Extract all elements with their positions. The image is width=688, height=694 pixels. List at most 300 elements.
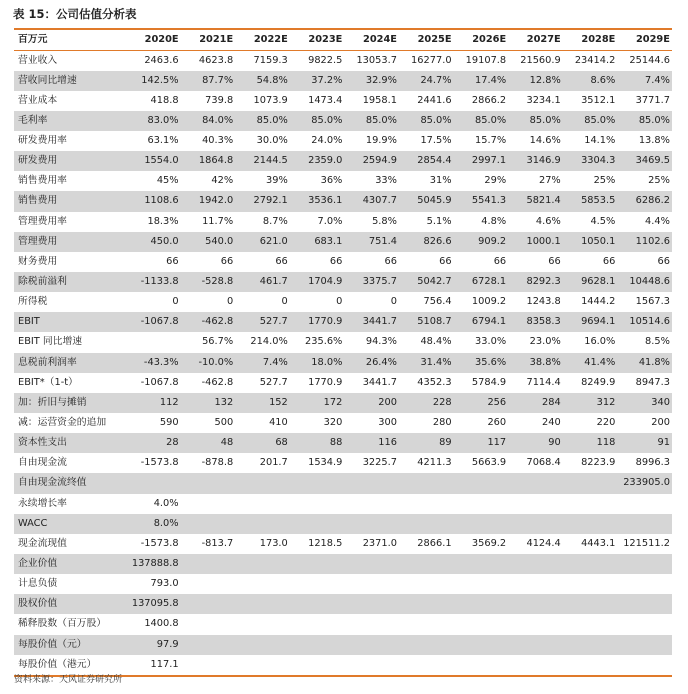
value-cell: 2866.1 [417, 537, 452, 549]
value-cell: 66 [548, 255, 561, 267]
value-cell: -528.8 [201, 276, 234, 288]
table-row [14, 71, 672, 91]
value-cell: 18.3% [147, 215, 179, 227]
value-cell [290, 494, 345, 514]
value-cell: 1770.9 [308, 376, 343, 388]
value-cell: 28 [166, 437, 179, 449]
value-cell: 751.4 [368, 235, 397, 247]
value-cell: 16.0% [584, 336, 616, 348]
value-cell: -1067.8 [140, 316, 179, 328]
value-cell: 15.7% [475, 135, 507, 147]
table-row [14, 232, 672, 252]
header-unit: 百万元 [18, 34, 48, 45]
value-cell: 90 [548, 437, 561, 449]
value-cell: 2144.5 [253, 155, 288, 167]
value-cell: 29% [484, 175, 507, 187]
value-cell: 12.8% [529, 74, 561, 86]
value-cell: 85.0% [420, 114, 452, 126]
value-cell: 756.4 [423, 296, 452, 308]
value-cell [563, 594, 618, 614]
value-cell: 132 [214, 396, 234, 408]
header-year: 2028E [581, 34, 616, 45]
value-cell [235, 655, 290, 675]
value-cell: -1133.8 [140, 276, 179, 288]
value-cell [399, 494, 454, 514]
value-cell [235, 473, 290, 493]
value-cell: 5853.5 [581, 195, 616, 207]
value-cell [181, 574, 236, 594]
value-cell: 56.7% [202, 336, 234, 348]
value-cell: 7.4% [262, 356, 288, 368]
row-label: 财务费用 [18, 255, 58, 267]
value-cell: 200 [651, 417, 670, 429]
value-cell: 41.8% [638, 356, 670, 368]
value-cell: 1243.8 [526, 296, 561, 308]
value-cell: 8996.3 [635, 457, 670, 469]
value-cell: 3569.2 [471, 537, 507, 549]
table-title: 表 15：公司估值分析表 [13, 7, 137, 21]
value-cell: 312 [596, 396, 616, 408]
value-cell: -1573.8 [140, 537, 179, 549]
value-cell: 8.0% [153, 517, 179, 529]
value-cell: 8.5% [645, 336, 670, 348]
value-cell: 85.0% [638, 114, 670, 126]
value-cell: 97.9 [156, 638, 179, 650]
value-cell [399, 554, 454, 574]
value-cell: 87.7% [202, 74, 234, 86]
value-cell: 8223.9 [581, 457, 616, 469]
value-cell [290, 614, 345, 634]
value-cell: -1573.8 [140, 457, 179, 469]
value-cell: 683.1 [314, 235, 343, 247]
value-cell: 8947.3 [635, 376, 670, 388]
value-cell: 4.0% [153, 497, 179, 509]
value-cell: 25144.6 [629, 54, 670, 66]
table-row [14, 534, 672, 554]
value-cell: 33.0% [475, 336, 507, 348]
value-cell: 42% [211, 175, 234, 187]
row-label: 除税前溢利 [18, 276, 67, 288]
value-cell [290, 574, 345, 594]
value-cell [454, 655, 509, 675]
value-cell: 66 [329, 255, 343, 267]
value-cell: 31.4% [420, 356, 452, 368]
value-cell: 340 [651, 396, 670, 408]
value-cell [617, 655, 672, 675]
table-row [14, 292, 672, 312]
value-cell [454, 554, 509, 574]
value-cell: 14.6% [529, 135, 561, 147]
header-year: 2027E [526, 34, 561, 45]
value-cell: 590 [159, 417, 179, 429]
value-cell: 3771.7 [635, 94, 670, 106]
value-cell: 500 [214, 417, 234, 429]
table-row [14, 252, 672, 272]
table-row [14, 473, 672, 493]
table-row [14, 272, 672, 292]
value-cell: 240 [542, 417, 561, 429]
row-label: 自由现金流 [18, 457, 67, 469]
row-label: 营收同比增速 [18, 74, 77, 86]
table-row [14, 574, 672, 594]
value-cell: 3225.7 [362, 457, 397, 469]
table-row [14, 312, 672, 332]
row-label: 营业成本 [18, 94, 58, 106]
value-cell [290, 473, 345, 493]
value-cell: 35.6% [475, 356, 507, 368]
value-cell [617, 554, 672, 574]
value-cell: 793.0 [150, 578, 179, 590]
value-cell [344, 594, 399, 614]
value-cell: -462.8 [201, 316, 234, 328]
value-cell: 66 [602, 255, 616, 267]
value-cell [508, 635, 563, 655]
row-label: EBIT 同比增速 [18, 336, 83, 348]
value-cell: 9822.5 [308, 54, 343, 66]
value-cell: -10.0% [198, 356, 234, 368]
value-cell: 91 [657, 437, 670, 449]
row-label: 稀释股数（百万股） [18, 618, 107, 630]
value-cell: 40.3% [202, 135, 234, 147]
value-cell: 66 [275, 255, 288, 267]
row-label: 企业价值 [18, 558, 58, 570]
value-cell: 39% [266, 175, 288, 187]
value-cell: 16277.0 [411, 54, 452, 66]
row-label: 管理费用 [18, 235, 58, 247]
value-cell: 5042.7 [417, 276, 452, 288]
value-cell: 450.0 [150, 235, 179, 247]
value-cell: 3375.7 [362, 276, 397, 288]
value-cell [454, 635, 509, 655]
table-header-row [14, 30, 672, 51]
table-row [14, 554, 672, 574]
value-cell: 540.0 [205, 235, 234, 247]
value-cell: 4.6% [535, 215, 561, 227]
value-cell: 7114.4 [526, 376, 561, 388]
value-cell: 27% [538, 175, 561, 187]
value-cell [235, 574, 290, 594]
value-cell: 66 [657, 255, 670, 267]
value-cell [617, 594, 672, 614]
row-label: 管理费用率 [18, 215, 67, 227]
value-cell: 10448.6 [629, 276, 670, 288]
value-cell: 1770.9 [308, 316, 343, 328]
value-cell: 94.3% [365, 336, 397, 348]
table-row [14, 353, 672, 373]
value-cell [399, 655, 454, 675]
value-cell: 41.4% [584, 356, 616, 368]
value-cell: 1704.9 [308, 276, 343, 288]
value-cell: 6794.1 [471, 316, 507, 328]
value-cell [344, 655, 399, 675]
row-label: 息税前利润率 [18, 356, 77, 368]
value-cell [290, 655, 345, 675]
header-year: 2029E [635, 34, 670, 45]
value-cell [399, 514, 454, 534]
table-row [14, 594, 672, 614]
value-cell: 7.0% [317, 215, 343, 227]
value-cell [344, 635, 399, 655]
value-cell: 23414.2 [574, 54, 616, 66]
value-cell: 66 [220, 255, 234, 267]
value-cell [399, 473, 454, 493]
value-cell: 1108.6 [144, 195, 179, 207]
row-label: EBIT*（1-t） [18, 376, 78, 388]
value-cell: 5108.7 [417, 316, 452, 328]
value-cell: -43.3% [143, 356, 179, 368]
value-cell: 2594.9 [362, 155, 397, 167]
value-cell: 30.0% [256, 135, 288, 147]
value-cell: 1567.3 [635, 296, 670, 308]
table-row [14, 171, 672, 191]
value-cell [399, 574, 454, 594]
value-cell: 1073.9 [253, 94, 288, 106]
value-cell: 5.8% [372, 215, 397, 227]
value-cell: 527.7 [259, 316, 288, 328]
row-label: 研发费用 [18, 155, 58, 167]
row-label: 永续增长率 [18, 497, 67, 509]
value-cell: 172 [323, 396, 343, 408]
value-cell [181, 554, 236, 574]
value-cell: 118 [596, 437, 616, 449]
value-cell: 2359.0 [308, 155, 343, 167]
value-cell: 1009.2 [471, 296, 507, 308]
value-cell [508, 494, 563, 514]
value-cell [181, 473, 236, 493]
row-label: 自由现金流终值 [18, 477, 87, 489]
row-label: 每股价值（元） [18, 638, 87, 650]
value-cell: 1534.9 [308, 457, 343, 469]
value-cell: 31% [429, 175, 452, 187]
value-cell: 84.0% [202, 114, 234, 126]
value-cell [399, 635, 454, 655]
valuation-table [14, 28, 672, 677]
value-cell: 214.0% [250, 336, 288, 348]
value-cell: 4352.3 [417, 376, 452, 388]
value-cell: 24.0% [311, 135, 343, 147]
value-cell: 8292.3 [526, 276, 561, 288]
row-label: 营业收入 [18, 54, 58, 66]
value-cell: -878.8 [201, 457, 234, 469]
value-cell [344, 614, 399, 634]
value-cell: 1864.8 [198, 155, 234, 167]
value-cell [617, 614, 672, 634]
value-cell: 4124.4 [526, 537, 561, 549]
table-row [14, 453, 672, 473]
value-cell [563, 473, 618, 493]
value-cell: 260 [487, 417, 507, 429]
value-cell: 0 [226, 296, 234, 308]
row-label: EBIT [18, 316, 40, 328]
value-cell: 8358.3 [526, 316, 561, 328]
table-row [14, 111, 672, 131]
value-cell [563, 614, 618, 634]
value-cell: 173.0 [259, 537, 288, 549]
value-cell [563, 554, 618, 574]
value-cell [235, 594, 290, 614]
value-cell: 85.0% [256, 114, 288, 126]
value-cell: 461.7 [259, 276, 288, 288]
value-cell: -1067.8 [140, 376, 179, 388]
value-cell: 6286.2 [635, 195, 670, 207]
value-cell: 66 [439, 255, 452, 267]
value-cell [399, 614, 454, 634]
value-cell [181, 514, 236, 534]
value-cell [617, 574, 672, 594]
value-cell [454, 614, 509, 634]
value-cell: 17.4% [475, 74, 507, 86]
value-cell: 116 [378, 437, 397, 449]
value-cell [563, 635, 618, 655]
table-row [14, 614, 672, 634]
value-cell: 48 [220, 437, 234, 449]
value-cell: 117.1 [150, 658, 179, 670]
value-cell [508, 514, 563, 534]
value-cell: 3146.9 [526, 155, 561, 167]
value-cell: 220 [596, 417, 616, 429]
value-cell [290, 594, 345, 614]
value-cell: 19107.8 [465, 54, 507, 66]
value-cell [454, 574, 509, 594]
value-cell: 152 [269, 396, 288, 408]
value-cell: 26.4% [365, 356, 397, 368]
value-cell: 826.6 [423, 235, 452, 247]
value-cell: 0 [390, 296, 397, 308]
value-cell: 37.2% [311, 74, 343, 86]
value-cell: 5821.4 [526, 195, 561, 207]
row-label: 销售费用率 [18, 175, 67, 187]
value-cell: 1000.1 [526, 235, 561, 247]
value-cell: 85.0% [529, 114, 561, 126]
value-cell: -462.8 [201, 376, 234, 388]
row-label: 所得税 [18, 296, 48, 308]
value-cell: 7.4% [645, 74, 670, 86]
value-cell: 24.7% [420, 74, 452, 86]
value-cell: 11.7% [202, 215, 234, 227]
value-cell: 7068.4 [526, 457, 561, 469]
table-row [14, 51, 672, 71]
value-cell [344, 494, 399, 514]
value-cell: 19.9% [365, 135, 397, 147]
row-label: 计息负债 [18, 578, 58, 590]
value-cell: 235.6% [305, 336, 343, 348]
value-cell [617, 635, 672, 655]
value-cell [563, 655, 618, 675]
value-cell: 1444.2 [581, 296, 616, 308]
value-cell: 1942.0 [198, 195, 234, 207]
value-cell: 13.8% [638, 135, 670, 147]
row-label: 现金流现值 [18, 537, 67, 549]
value-cell: 38.8% [529, 356, 561, 368]
value-cell: 9694.1 [581, 316, 616, 328]
row-label: WACC [18, 517, 48, 529]
value-cell: 4.8% [481, 215, 507, 227]
value-cell: 36% [320, 175, 343, 187]
value-cell: 1218.5 [308, 537, 343, 549]
value-cell: 85.0% [365, 114, 397, 126]
value-cell: 3469.5 [635, 155, 670, 167]
value-cell: 1554.0 [144, 155, 179, 167]
value-cell [181, 614, 236, 634]
value-cell [617, 514, 672, 534]
value-cell [344, 473, 399, 493]
value-cell: 320 [323, 417, 343, 429]
value-cell: 137095.8 [131, 598, 179, 610]
value-cell: 1958.1 [362, 94, 397, 106]
value-cell [126, 332, 181, 352]
row-label: 加：折旧与摊销 [18, 396, 87, 408]
value-cell: 4.5% [590, 215, 616, 227]
value-cell: 256 [487, 396, 507, 408]
row-label: 毛利率 [18, 114, 48, 126]
value-cell: 85.0% [584, 114, 616, 126]
value-cell: 300 [378, 417, 397, 429]
value-cell: -813.7 [201, 537, 234, 549]
value-cell [181, 655, 236, 675]
value-cell: 3234.1 [526, 94, 561, 106]
table-row [14, 332, 672, 352]
table-row [14, 635, 672, 655]
value-cell: 4443.1 [581, 537, 616, 549]
value-cell: 21560.9 [520, 54, 561, 66]
value-cell: 2854.4 [417, 155, 452, 167]
value-cell: 2866.2 [471, 94, 507, 106]
value-cell: 10514.6 [629, 316, 670, 328]
value-cell: 25% [593, 175, 616, 187]
value-cell: 4307.7 [362, 195, 397, 207]
value-cell: 527.7 [259, 376, 288, 388]
table-row [14, 413, 672, 433]
table-row [14, 191, 672, 211]
value-cell [235, 514, 290, 534]
header-year: 2020E [144, 34, 179, 45]
value-cell: 13053.7 [356, 54, 397, 66]
value-cell: 5541.3 [471, 195, 507, 207]
header-year: 2022E [253, 34, 288, 45]
value-cell [290, 635, 345, 655]
value-cell: 418.8 [150, 94, 179, 106]
value-cell: 0 [336, 296, 343, 308]
value-cell: 280 [432, 417, 452, 429]
value-cell: 2463.6 [144, 54, 179, 66]
value-cell: 88 [329, 437, 343, 449]
table-row [14, 393, 672, 413]
value-cell: 3304.3 [581, 155, 616, 167]
value-cell [563, 514, 618, 534]
value-cell [344, 554, 399, 574]
value-cell [508, 614, 563, 634]
value-cell: 7159.3 [253, 54, 288, 66]
value-cell: 17.5% [420, 135, 452, 147]
value-cell [126, 473, 181, 493]
row-label: 销售费用 [18, 195, 58, 207]
row-label: 资本性支出 [18, 437, 67, 449]
row-label: 研发费用率 [18, 135, 67, 147]
value-cell [617, 494, 672, 514]
table-row [14, 212, 672, 232]
value-cell: 66 [384, 255, 397, 267]
value-cell: 233905.0 [623, 477, 670, 489]
table-row [14, 373, 672, 393]
value-cell: 2371.0 [362, 537, 397, 549]
value-cell: 18.0% [311, 356, 343, 368]
value-cell: 1102.6 [635, 235, 670, 247]
value-cell: 410 [269, 417, 288, 429]
value-cell: 25% [648, 175, 670, 187]
value-cell [563, 574, 618, 594]
table-row [14, 514, 672, 534]
value-cell [508, 655, 563, 675]
